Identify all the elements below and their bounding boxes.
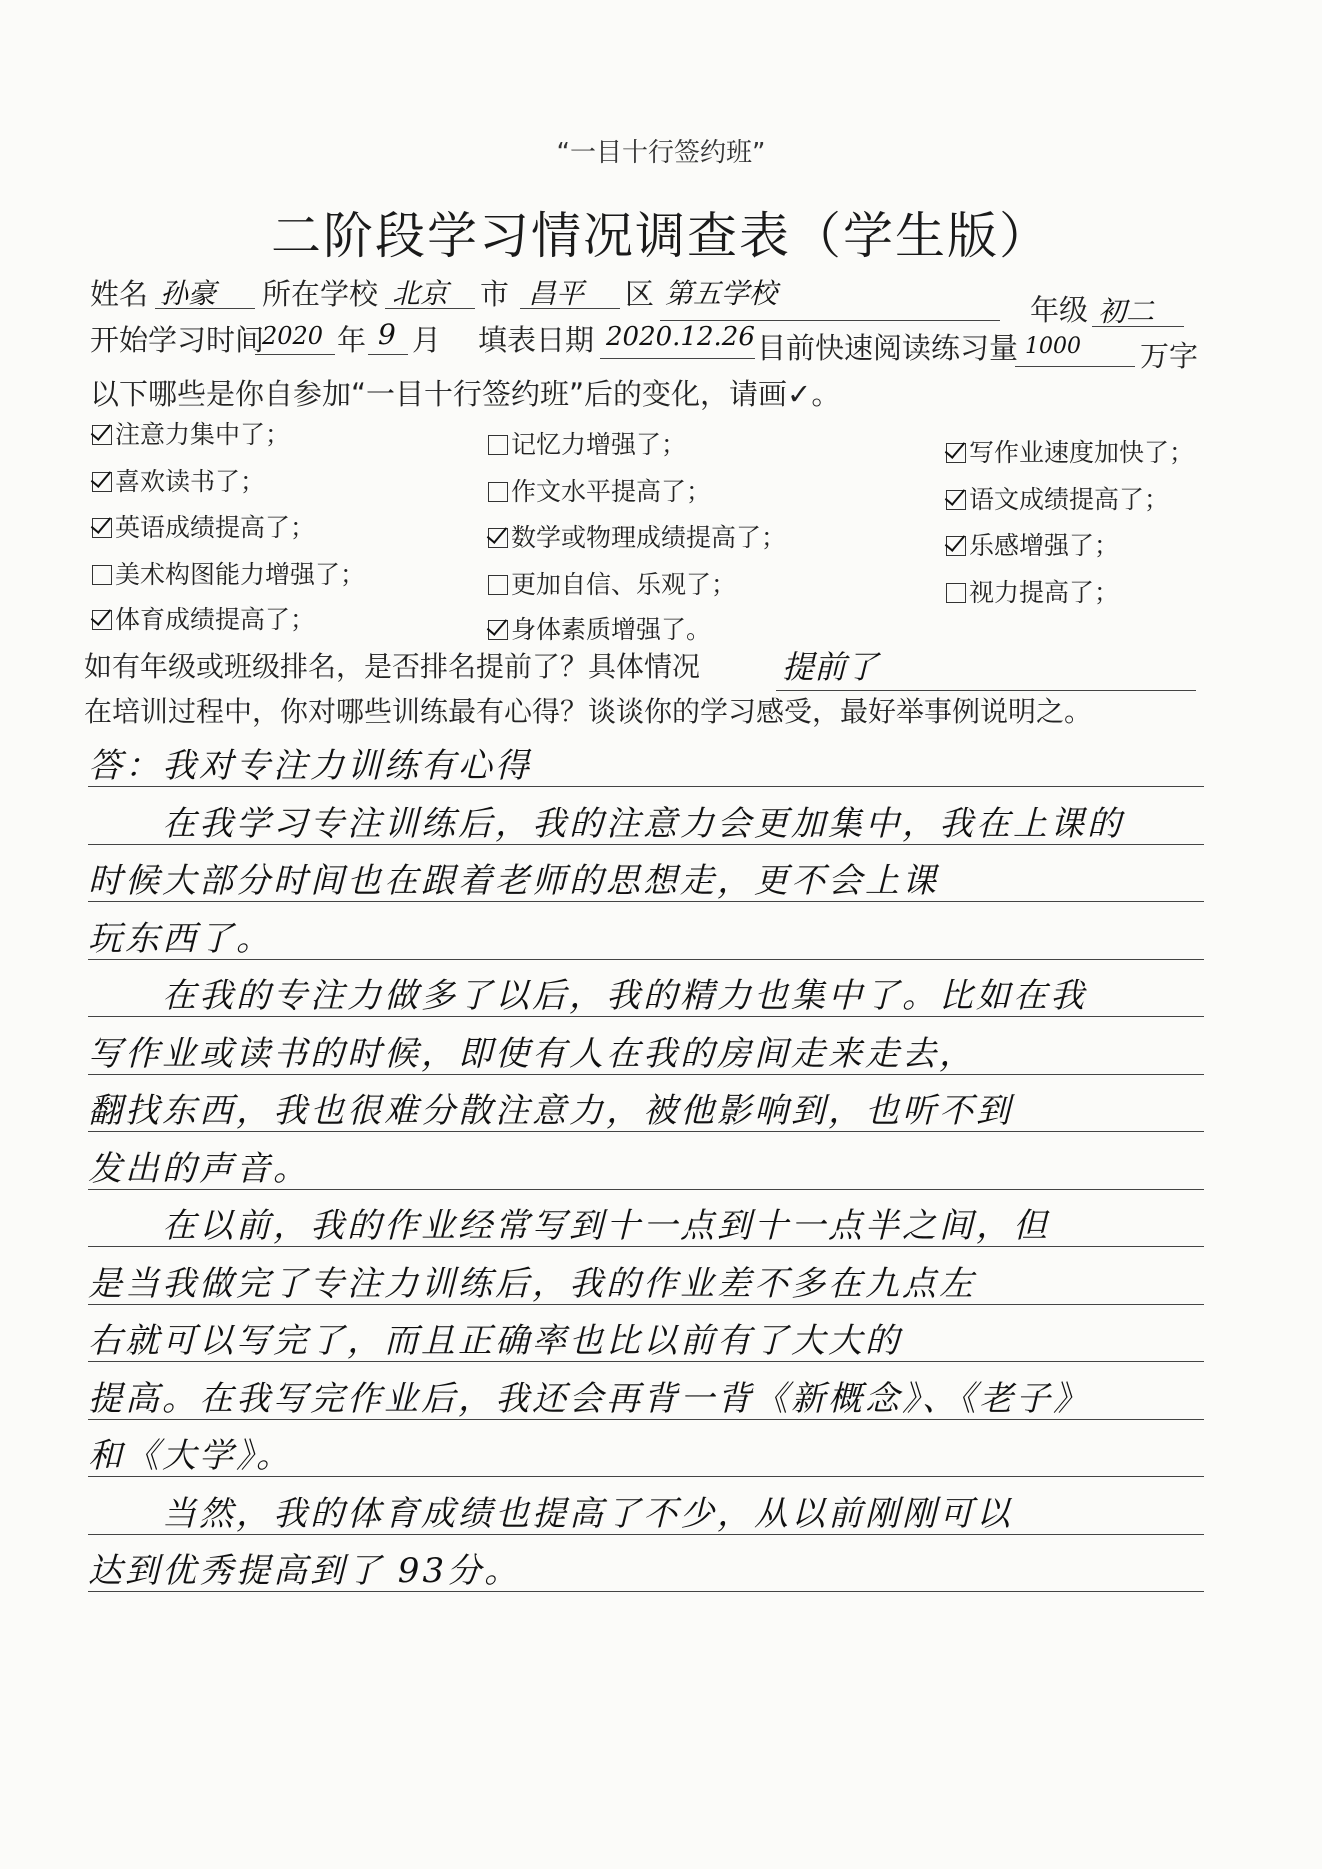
name-label: 姓名 [90,277,149,311]
fill-date-label: 填表日期 [478,323,595,357]
answer-line-text: 右就可以写完了，而且正确率也比以前有了大大的 [88,1321,902,1361]
answer-rule-line [88,1419,1204,1420]
checkbox-icon[interactable] [488,435,508,455]
practice-label: 目前快速阅读练习量 [757,331,1019,365]
checked-checkbox-icon[interactable] [946,490,966,510]
answer-line-text: 时候大部分时间也在跟着老师的思想走，更不会上课 [88,861,939,901]
answer-rule-line [88,959,1204,960]
city-underline [385,308,475,309]
month-label: 月 [412,323,442,357]
experience-question: 在培训过程中，你对哪些训练最有心得？谈谈你的学习感受，最好举事例说明之。 [84,695,1093,728]
school-label: 所在学校 [262,277,379,311]
practice-unit: 万字 [1140,339,1199,373]
change-option-label: 记忆力增强了； [511,430,687,459]
answer-line-text: 在我学习专注训练后，我的注意力会更加集中，我在上课的 [88,803,1124,844]
change-option-label: 数学或物理成绩提高了； [511,523,787,552]
practice-underline [1015,366,1135,367]
district-value[interactable]: 昌平 [528,277,585,310]
answer-rule-line [88,1189,1204,1190]
answer-line-text: 玩东西了。 [88,918,273,959]
change-option-label: 体育成绩提高了； [115,605,316,634]
change-option-label: 注意力集中了； [115,420,291,449]
city-value[interactable]: 北京 [392,277,449,310]
answer-rule-line [88,901,1204,902]
change-option-label: 更加自信、乐观了； [511,570,737,599]
start-year[interactable]: 2020 [262,322,324,350]
start-year-underline [255,354,335,355]
ranking-question: 如有年级或班级排名，是否排名提前了？具体情况 [84,650,701,683]
answer-rule-line [88,1534,1204,1535]
form-title: 二阶段学习情况调查表（学生版） [271,207,1051,265]
answer-line-text: 写作业或读书的时候，即使有人在我的房间走来走去， [88,1033,976,1074]
change-option-label: 视力提高了； [969,578,1120,607]
school-value[interactable]: 第五学校 [665,277,778,310]
form-subtitle: “一目十行签约班” [556,138,766,168]
answer-rule-line [88,1304,1204,1305]
change-option[interactable] [92,462,265,498]
change-option[interactable] [946,573,1119,609]
start-month-underline [368,354,408,355]
answer-line-text: 和《大学》。 [88,1436,293,1476]
city-label: 市 [480,277,510,311]
answer-line-text: 翻找东西，我也很难分散注意力，被他影响到，也听不到 [88,1091,1013,1131]
answer-rule-line [88,1246,1204,1247]
answer-line-text: 达到优秀提高到了 93分。 [88,1551,522,1591]
answer-rule-line [88,844,1204,845]
checked-checkbox-icon[interactable] [488,528,508,548]
practice-value[interactable]: 1000 [1025,334,1081,359]
start-label: 开始学习时间 [90,323,265,357]
change-option-label: 身体素质增强了。 [511,615,712,644]
answer-rule-line [88,1016,1204,1017]
answer-rule-line [88,1131,1204,1132]
checkbox-icon[interactable] [488,575,508,595]
change-option[interactable] [92,415,290,451]
start-month[interactable]: 9 [378,318,396,351]
checked-checkbox-icon[interactable] [92,425,112,445]
ranking-answer[interactable]: 提前了 [782,648,879,686]
answer-line-text: 提高。在我写完作业后，我还会再背一背《新概念》、《老子》 [88,1378,1090,1419]
answer-line-text: 在我的专注力做多了以后，我的精力也集中了。比如在我 [88,976,1087,1016]
answer-rule-line [88,1591,1204,1592]
change-option[interactable] [946,480,1169,516]
change-option[interactable] [488,472,711,508]
name-underline [155,308,255,309]
change-option-label: 语文成绩提高了； [969,485,1170,514]
answer-line-text: 当然，我的体育成绩也提高了不少，从以前刚刚可以 [88,1493,1013,1534]
checked-checkbox-icon[interactable] [946,536,966,556]
name-value[interactable]: 孙豪 [160,277,217,310]
change-option-label: 英语成绩提高了； [115,513,316,542]
change-option[interactable] [488,518,786,554]
change-option[interactable] [946,433,1194,469]
change-option[interactable] [92,600,315,636]
changes-prompt: 以下哪些是你自参加“一目十行签约班”后的变化，请画✓。 [90,377,841,411]
change-option-label: 写作业速度加快了； [969,438,1195,467]
answer-line-text: 是当我做完了专注力训练后，我的作业差不多在九点左 [88,1263,976,1304]
change-option[interactable] [488,565,736,601]
checked-checkbox-icon[interactable] [92,472,112,492]
fill-date-underline [600,358,755,359]
checked-checkbox-icon[interactable] [488,620,508,640]
fill-date-value[interactable]: 2020.12.26 [606,322,755,352]
grade-value[interactable]: 初二 [1098,295,1155,328]
change-option-label: 作文水平提高了； [511,477,712,506]
checked-checkbox-icon[interactable] [92,610,112,630]
district-underline [520,308,620,309]
answer-line-text: 发出的声音。 [88,1148,310,1189]
answer-rule-line [88,1476,1204,1477]
year-label: 年 [337,323,367,357]
checkbox-icon[interactable] [92,565,112,585]
checkbox-icon[interactable] [946,583,966,603]
school-underline [660,320,1000,321]
change-option[interactable] [946,526,1119,562]
change-option[interactable] [488,610,711,646]
grade-underline [1092,326,1184,327]
answer-line-text: 答：我对专注力训练有心得 [88,746,532,786]
district-label: 区 [625,277,655,311]
answer-rule-line [88,1074,1204,1075]
change-option-label: 喜欢读书了； [115,467,266,496]
change-option[interactable] [92,555,365,591]
checked-checkbox-icon[interactable] [946,443,966,463]
checkbox-icon[interactable] [488,482,508,502]
change-option[interactable] [488,425,686,461]
grade-label: 年级 [1030,293,1089,327]
checked-checkbox-icon[interactable] [92,518,112,538]
change-option-label: 乐感增强了； [969,531,1120,560]
change-option-label: 美术构图能力增强了； [115,560,366,589]
answer-line-text: 在以前，我的作业经常写到十一点到十一点半之间，但 [88,1206,1050,1246]
answer-rule-line [88,786,1204,787]
answer-rule-line [88,1361,1204,1362]
change-option[interactable] [92,508,315,544]
